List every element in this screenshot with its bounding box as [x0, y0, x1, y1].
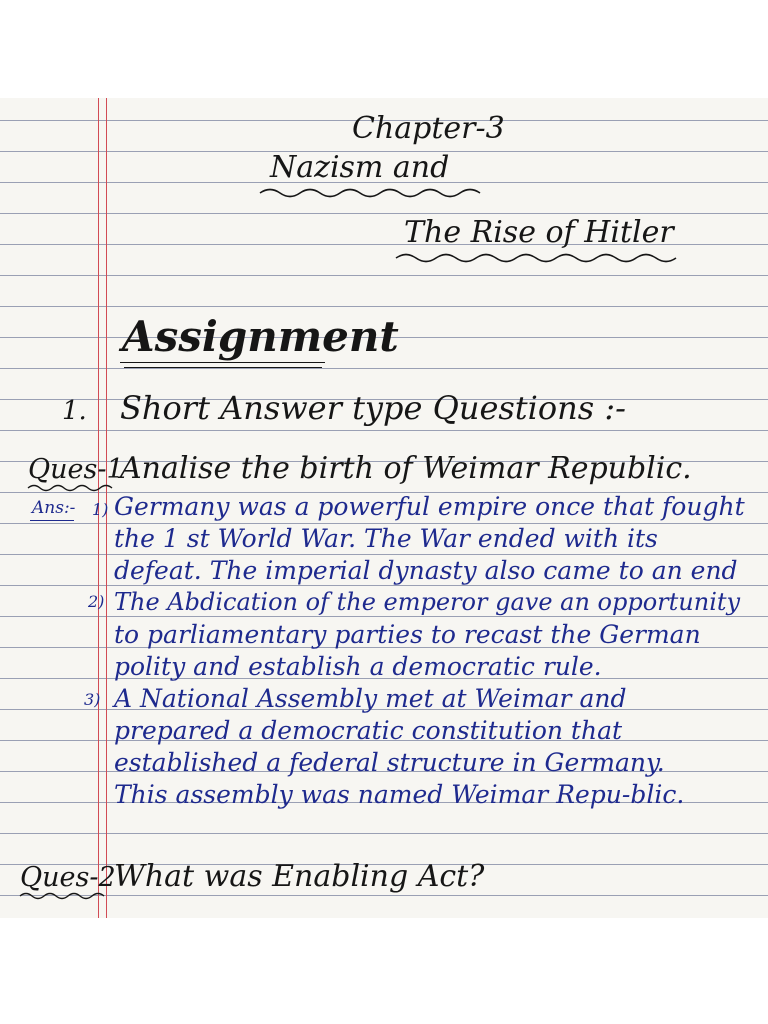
ruled-line [0, 833, 768, 834]
question-text: Analise the birth of Weimar Republic. [120, 451, 692, 486]
title-line-1: Nazism and [270, 150, 450, 185]
answer-line: prepared a democratic constitution that [114, 716, 623, 745]
answer-line: Germany was a powerful empire once that fought [114, 492, 745, 521]
title-underline-1 [258, 184, 498, 198]
ruled-line [0, 275, 768, 276]
section-number: 1. [62, 396, 87, 426]
ruled-line [0, 213, 768, 214]
assignment-heading: Assignment [122, 312, 399, 361]
question-label-underline [26, 482, 116, 492]
answer-line: A National Assembly met at Weimar and [114, 684, 627, 713]
ruled-line [0, 306, 768, 307]
answer-line: the 1 st World War. The War ended with its [114, 524, 658, 553]
answer-label: Ans:- [32, 498, 76, 518]
question-label: Ques-1 [28, 454, 124, 485]
ruled-line [0, 895, 768, 896]
answer-line: defeat. The imperial dynasty also came to an end [114, 556, 738, 585]
answer-line: polity and establish a democratic rule. [114, 652, 602, 681]
answer-marker: 3) [84, 690, 101, 709]
answer-line: The Abdication of the emperor gave an opportunity [114, 588, 741, 616]
answer-line: established a federal structure in Germany. [114, 748, 665, 777]
ruled-line [0, 368, 768, 369]
question-text: What was Enabling Act? [114, 859, 485, 894]
ruled-line [0, 554, 768, 555]
question-label: Ques-2 [20, 862, 116, 893]
answer-label-underline [30, 520, 74, 521]
answer-marker: 1) [92, 500, 109, 519]
ruled-line [0, 585, 768, 586]
ruled-notebook-paper [0, 98, 768, 918]
ruled-line [0, 430, 768, 431]
title-underline-2 [394, 248, 684, 264]
chapter-heading: Chapter-3 [352, 111, 505, 146]
assignment-underline [124, 367, 322, 368]
title-line-2: The Rise of Hitler [404, 215, 674, 250]
assignment-underline [120, 362, 325, 363]
ruled-line [0, 616, 768, 617]
answer-line: This assembly was named Weimar Repu-blic. [114, 780, 685, 809]
answer-marker: 2) [88, 592, 105, 611]
answer-line: to parliamentary parties to recast the German [114, 620, 701, 649]
question-label-underline [18, 890, 108, 900]
section-title: Short Answer type Questions :- [120, 389, 626, 427]
